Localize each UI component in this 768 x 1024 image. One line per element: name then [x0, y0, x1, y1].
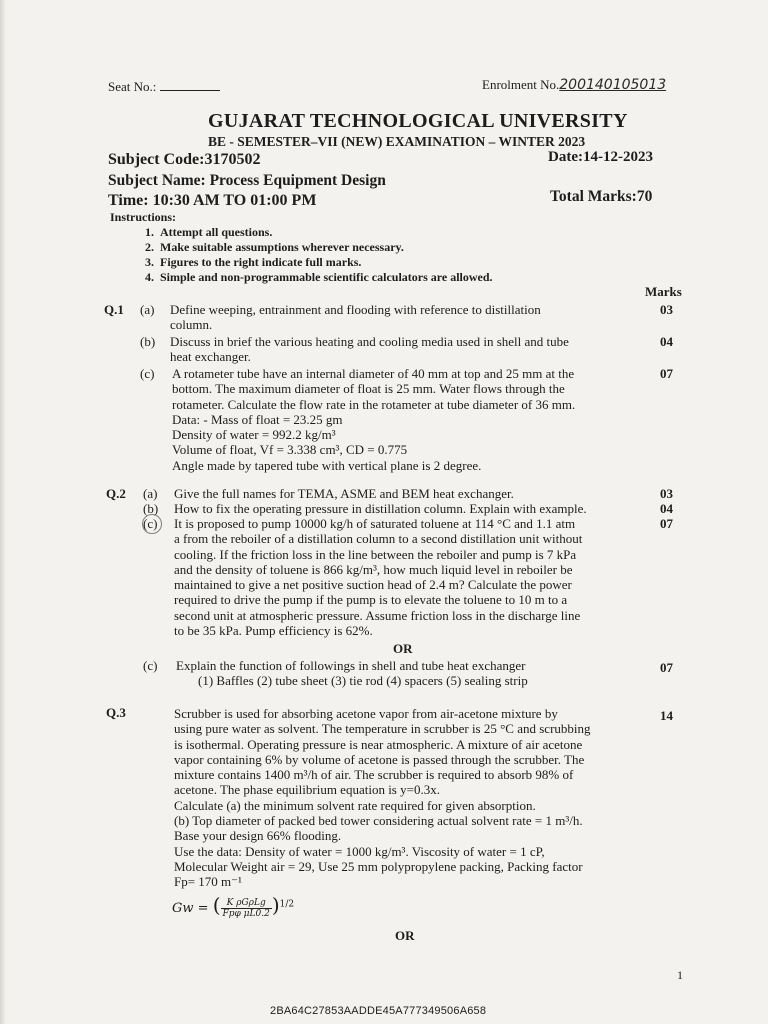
- marks-value: 07: [660, 366, 673, 381]
- instruction-text: Simple and non-programmable scientific calculators are allowed.: [160, 270, 493, 284]
- question-text: [176, 658, 641, 689]
- subject-code: Subject Code:3170502: [108, 151, 261, 168]
- marks-value: 07: [660, 516, 673, 531]
- text-line: Scrubber is used for absorbing acetone vapor from air-acetone mixture by: [174, 706, 558, 721]
- sub-question-label: (a): [143, 486, 158, 501]
- question-number: Q.3: [106, 705, 126, 720]
- text-line: Fp= 170 m⁻¹: [174, 874, 242, 890]
- marks-value: 04: [660, 334, 673, 349]
- text-line: rotameter. Calculate the flow rate in the rotameter at tube diameter of 36 mm.: [172, 396, 576, 412]
- text-line: Molecular Weight air = 29, Use 25 mm polypropylene packing, Packing factor: [174, 858, 583, 874]
- text-line: It is proposed to pump 10000 kg/h of saturated toluene at 114 °C and 1.1 atm: [174, 516, 576, 531]
- text-line: How to fix the operating pressure in distillation column. Explain with example.: [174, 501, 587, 516]
- text-line: and the density of toluene is 866 kg/m³, how much liquid level in reboiler be: [174, 561, 573, 577]
- text-line: A rotameter tube have an internal diameter of 40 mm at top and 25 mm at the: [172, 366, 575, 381]
- text-line: Use the data: Density of water = 1000 kg/m³. Viscosity of water = 1 cP,: [174, 843, 545, 859]
- text-line: (1) Baffles (2) tube sheet (3) tie rod (4) spacers (5) sealing strip: [198, 673, 528, 689]
- university-title: GUJARAT TECHNOLOGICAL UNIVERSITY: [208, 110, 628, 132]
- formula-lhs: Gw =: [172, 901, 209, 916]
- marks-value: 03: [660, 486, 673, 501]
- instruction-text: Attempt all questions.: [160, 225, 273, 239]
- marks-value: 07: [660, 660, 673, 675]
- formula-numerator: K ρGρLg: [221, 898, 272, 909]
- total-marks: Total Marks:70: [550, 188, 653, 205]
- question-text: [174, 486, 639, 501]
- text-line: Volume of float, Vf = 3.338 cm³, CD = 0.775: [172, 442, 408, 458]
- question-text: [170, 334, 635, 365]
- exam-date: Date:14-12-2023: [548, 149, 653, 165]
- flooding-formula: [172, 893, 294, 919]
- text-line: heat exchanger.: [170, 349, 251, 365]
- instruction-text: Figures to the right indicate full marks.: [160, 255, 362, 269]
- text-line: mixture contains 1400 m³/h of air. The scrubber is required to absorb 98% of: [174, 767, 574, 783]
- instruction-item: [132, 270, 493, 285]
- text-line: Base your design 66% flooding.: [174, 828, 342, 844]
- scan-edge-shadow: [0, 0, 6, 1024]
- text-line: Explain the function of followings in shell and tube heat exchanger: [176, 658, 526, 673]
- instruction-text: Make suitable assumptions wherever necessary.: [160, 240, 404, 254]
- question-text: [174, 706, 639, 890]
- sub-question-label: (b): [143, 501, 159, 516]
- text-line: Data: - Mass of float = 23.25 gm: [172, 411, 343, 427]
- question-text: [174, 501, 639, 516]
- text-line: cooling. If the friction loss in the line between the reboiler and pump is 7 kPa: [174, 546, 577, 562]
- instruction-item: [132, 240, 404, 255]
- exam-title: BE - SEMESTER–VII (NEW) EXAMINATION – WINTER 2023: [208, 134, 586, 149]
- instruction-number: 3.: [145, 255, 154, 269]
- question-text: [170, 302, 635, 333]
- text-line: Angle made by tapered tube with vertical plane is 2 degree.: [172, 457, 482, 473]
- sub-question-label: (c): [143, 516, 158, 531]
- enrolment-handwritten-value: 200140105013: [559, 77, 667, 93]
- text-line: required to drive the pump if the pump is to elevate the toluene to 10 m to a: [174, 592, 568, 608]
- formula-exponent: 1/2: [279, 899, 295, 910]
- sub-question-label: (b): [140, 334, 156, 349]
- text-line: Discuss in brief the various heating and cooling media used in shell and tube: [170, 334, 569, 349]
- formula-fraction: [221, 898, 272, 919]
- question-number: Q.2: [106, 486, 126, 501]
- sub-question-label: (c): [143, 658, 158, 673]
- marks-value: 03: [660, 302, 673, 317]
- or-separator: OR: [395, 928, 415, 943]
- instruction-number: 4.: [145, 270, 154, 284]
- paper-code-footer: 2BA64C27853AADDE45A777349506A658: [270, 1005, 487, 1017]
- text-line: maintained to give a net positive suction head of 2.4 m? Calculate the power: [174, 577, 572, 593]
- instruction-number: 1.: [145, 225, 154, 239]
- text-line: second unit at atmospheric pressure. Assume friction loss in the discharge line: [174, 607, 581, 623]
- question-text: [172, 366, 637, 473]
- formula-paren-close: ): [271, 893, 280, 917]
- text-line: Define weeping, entrainment and flooding with reference to distillation: [170, 302, 541, 317]
- text-line: to be 35 kPa. Pump efficiency is 62%.: [174, 623, 373, 639]
- sub-question-label: (a): [140, 302, 155, 317]
- text-line: bottom. The maximum diameter of float is 25 mm. Water flows through the: [172, 381, 565, 397]
- text-line: (b) Top diameter of packed bed tower considering actual solvent rate = 1 m³/h.: [174, 813, 583, 829]
- sub-question-label: (c): [140, 366, 155, 381]
- question-number: Q.1: [104, 302, 124, 317]
- text-line: using pure water as solvent. The temperature in scrubber is 25 °C and scrubbing: [174, 721, 591, 737]
- text-line: Density of water = 992.2 kg/m³: [172, 427, 336, 443]
- text-line: acetone. The phase equilibrium equation is y=0.3x.: [174, 782, 440, 798]
- marks-column-heading: Marks: [645, 284, 682, 299]
- question-text: [174, 516, 639, 638]
- text-line: a from the reboiler of a distillation column to a second distillation unit without: [174, 531, 583, 547]
- marks-value: 04: [660, 501, 673, 516]
- enrolment-number-field: [482, 77, 666, 93]
- text-line: column.: [170, 317, 213, 333]
- formula-paren-open: (: [212, 893, 221, 917]
- text-line: Give the full names for TEMA, ASME and BEM heat exchanger.: [174, 486, 514, 501]
- formula-denominator: Fpφ μL0.2: [222, 909, 270, 919]
- page-number: 1: [677, 968, 683, 982]
- seat-blank-line: [160, 80, 220, 91]
- marks-value: 14: [660, 708, 673, 723]
- subject-name: Subject Name: Process Equipment Design: [108, 172, 386, 189]
- seat-label: Seat No.:: [108, 79, 157, 94]
- instruction-item: [132, 255, 361, 270]
- text-line: is isothermal. Operating pressure is near atmospheric. A mixture of air acetone: [174, 736, 583, 752]
- enrolment-label: Enrolment No.: [482, 77, 560, 92]
- instruction-number: 2.: [145, 240, 154, 254]
- text-line: Calculate (a) the minimum solvent rate required for given absorption.: [174, 797, 536, 813]
- seat-number-field: [108, 79, 220, 95]
- exam-time: Time: 10:30 AM TO 01:00 PM: [108, 192, 317, 209]
- or-separator: OR: [393, 641, 413, 656]
- text-line: vapor containing 6% by volume of acetone is passed through the scrubber. The: [174, 751, 585, 767]
- instruction-item: [132, 225, 272, 240]
- instructions-heading: Instructions:: [110, 210, 177, 224]
